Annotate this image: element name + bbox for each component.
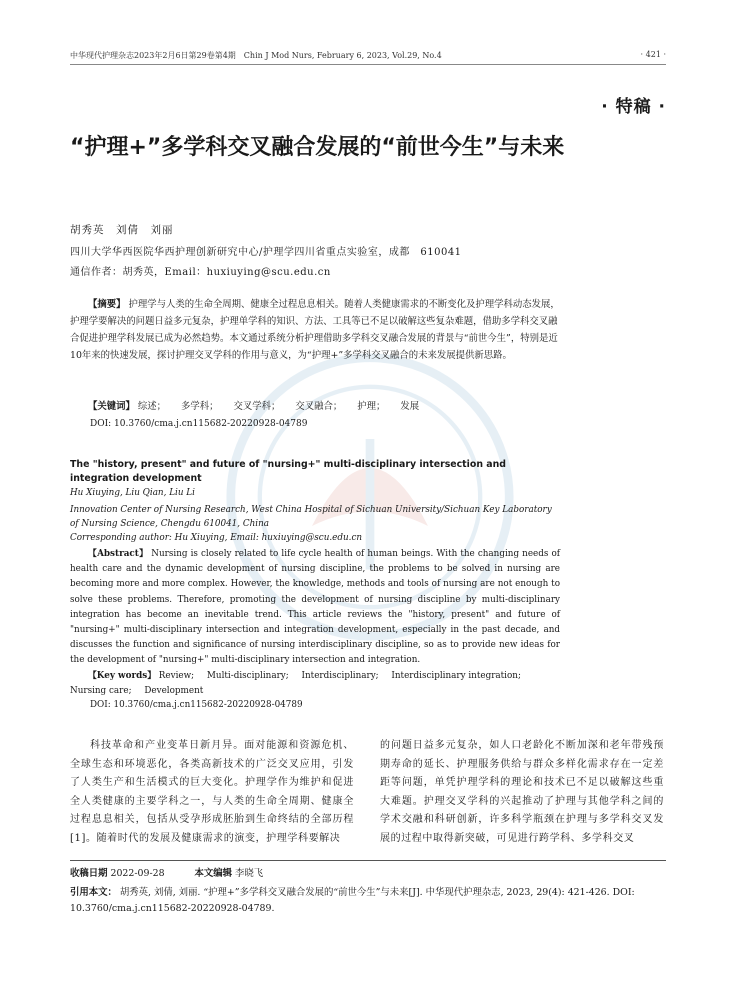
- abstract-text: 护理学与人类的生命全周期、健康全过程息息相关。随着人类健康需求的不断变化及护理学科动态发展，护理学要解决的问题日益多元复杂，护理单学科的知识、方法、工具等已不足以破解这些复杂难题，借助多学科交叉融合促进护理学科发展已成为必然趋势。本文通过系统分析护理借助多学科交叉融合发展的背景与“前世今生”，特别是近10年来的快速发展，探讨护理交叉学科的作用与意义，为“护理+”多学科交叉融合的未来发展提供新思路。: [70, 299, 560, 361]
- keyword: Nursing care;: [70, 686, 132, 697]
- english-title: The "history, present" and future of "nursing+" multi-disciplinary intersection and integration development: [70, 459, 506, 484]
- chinese-doi: DOI: 10.3760/cma.j.cn115682-20220928-04789: [90, 419, 308, 429]
- english-abstract-text: Nursing is closely related to life cycle health of human beings. With the changing needs of health care and the dynamic development of nursing discipline, the problems to be solved in nursing are becoming more and more complex. However, the knowledge, methods and tools of nursing are not enough to solve these problems. Therefore, promoting the development of nursing discipline by multi-disciplinary integration has become an inevitable trend. This article reviews the "history, present" and future of "nursing+" multi-disciplinary intersection and integration development, especially in the past decade, and discusses the function and significance of nursing interdisciplinary discipline, so as to provide new ideas for the development of "nursing+" multi-disciplinary intersection and integration.: [70, 549, 561, 666]
- received-date: 2022-09-28: [110, 868, 165, 879]
- footer-divider: [70, 860, 666, 861]
- keyword: 发展: [400, 401, 420, 412]
- english-affiliation: Innovation Center of Nursing Research, West China Hospital of Sichuan University/Sichuan Key Laboratory of Nursing Science, Chengdu 610041, China: [70, 505, 552, 529]
- keyword: 交叉融合；: [295, 401, 343, 412]
- body-text-left-column: 科技革命和产业变革日新月异。面对能源和资源危机、全球生态和环境恶化，各类高新技术的广泛交叉应用，引发了人类生产和生活模式的巨大变化。护理学作为维护和促进全人类健康的主要学科之一，与人类的生命全周期、健康全过程息息相关，包括从受孕形成胚胎到生命终结的全部历程[1]。随着时代的发展及健康需求的演变，护理学科要解决: [70, 740, 354, 844]
- footer-citation: [70, 885, 666, 917]
- english-abstract: [70, 547, 560, 669]
- keyword: Interdisciplinary integration;: [391, 671, 521, 681]
- keyword: 护理；: [357, 401, 386, 412]
- affiliation: 四川大学华西医院华西护理创新研究中心/护理学四川省重点实验室，成都 610041: [70, 247, 462, 258]
- running-header: [70, 50, 666, 65]
- journal-issue-info: 中华现代护理杂志2023年2月6日第29卷第4期 Chin J Mod Nurs, February 6, 2023, Vol.29, No.4: [70, 51, 442, 60]
- keyword: Interdisciplinary;: [301, 671, 379, 681]
- keyword: Review;: [158, 671, 195, 681]
- citation-label: 引用本文：: [70, 887, 117, 898]
- keyword: 综述；: [137, 401, 167, 412]
- footer-dates: [70, 866, 666, 882]
- keywords-label: 【关键词】: [88, 401, 135, 412]
- corresponding-author: 通信作者：胡秀英，Email：huxiuying@scu.edu.cn: [70, 267, 331, 278]
- body-text-right-column: 的问题日益多元复杂，如人口老龄化不断加深和老年带残预期寿命的延长、护理服务供给与群众多样化需求存在一定差距等问题，单凭护理学科的理论和技术已不足以破解这些重大难题。护理交叉学科的兴起推动了护理与其他学科之间的学术交融和科研创新，许多科学瓶颈在护理与多学科交叉发展的过程中取得新突破，可见进行跨学科、多学科交叉: [380, 740, 664, 844]
- chinese-abstract: [70, 296, 560, 364]
- chinese-keywords: [70, 398, 578, 415]
- keyword: Development: [144, 686, 204, 697]
- english-authors: Hu Xiuying, Liu Qian, Liu Li: [70, 488, 195, 498]
- received-label: 收稿日期: [70, 868, 108, 879]
- english-abstract-label: 【Abstract】: [88, 549, 149, 559]
- keyword: Multi-disciplinary;: [206, 671, 289, 681]
- editor-label: 本文编辑: [194, 868, 233, 879]
- english-keywords-label: 【Key words】: [88, 671, 156, 681]
- editor-name: 李晓飞: [235, 868, 264, 879]
- english-keywords: [70, 669, 560, 699]
- english-corresponding-author: Corresponding author: Hu Xiuying, Email: huxiuying@scu.edu.cn: [70, 533, 363, 543]
- page-number: · 421 ·: [640, 50, 666, 59]
- authors: 胡秀英 刘倩 刘丽: [70, 224, 174, 236]
- column-tag: · 特稿 ·: [601, 97, 666, 117]
- english-doi: DOI: 10.3760/cma.j.cn115682-20220928-04789: [90, 700, 303, 710]
- citation-text: 胡秀英, 刘倩, 刘丽. “护理+”多学科交叉融合发展的“前世今生”与未来[J]. 中华现代护理杂志, 2023, 29(4): 421-426. DOI: 10.3760/cma.j.cn115682-20220928-04789.: [70, 887, 635, 914]
- abstract-label: 【摘要】: [88, 299, 126, 310]
- keyword: 多学科；: [181, 401, 219, 412]
- article-title: “护理+”多学科交叉融合发展的“前世今生”与未来: [70, 135, 565, 160]
- keyword: 交叉学科；: [233, 401, 281, 412]
